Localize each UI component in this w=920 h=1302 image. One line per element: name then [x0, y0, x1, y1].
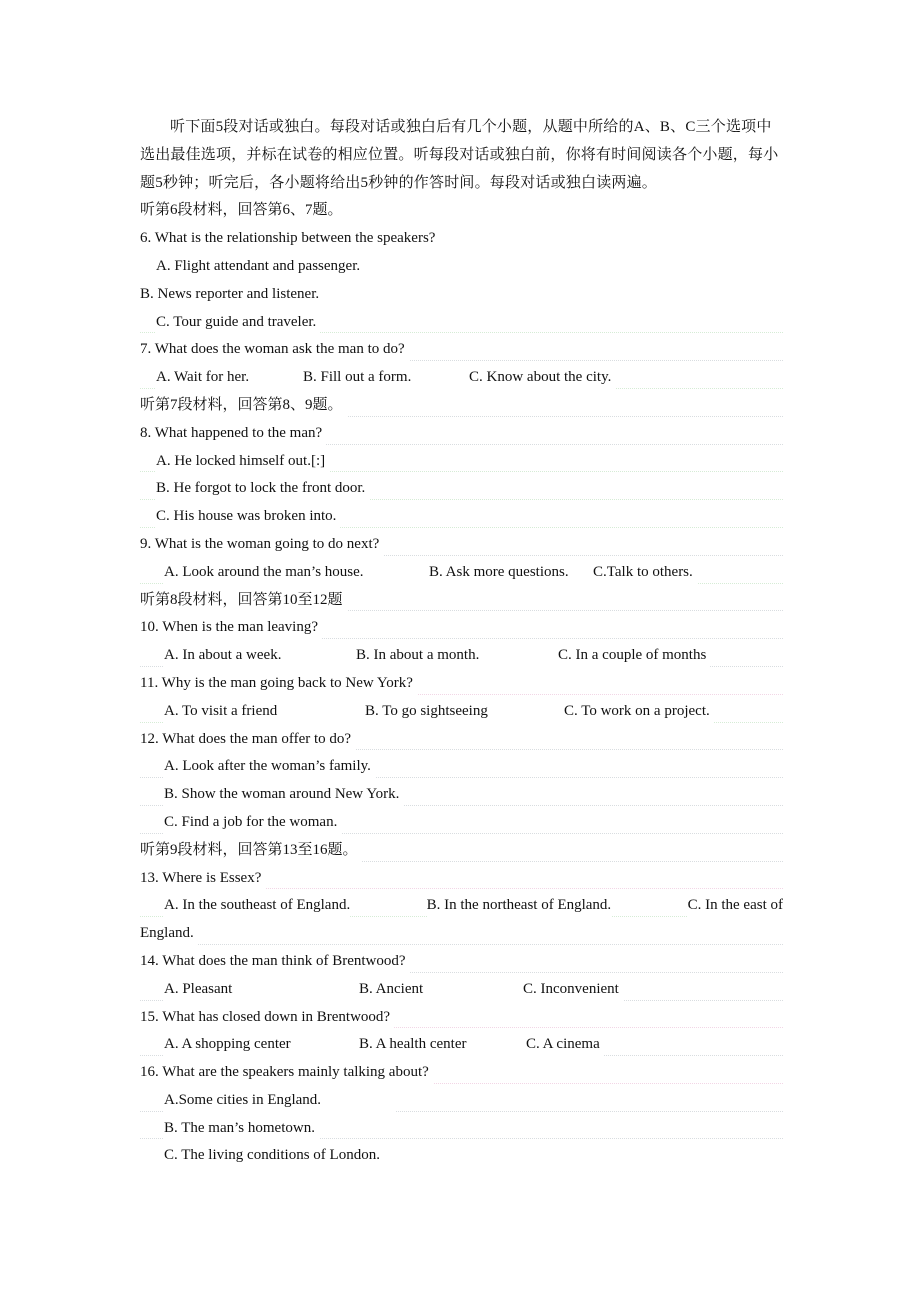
q11-option-b: B. To go sightseeing	[365, 698, 564, 726]
q9-option-c: C.Talk to others.	[593, 559, 697, 587]
q13-options	[140, 892, 783, 920]
question-14: 14. What does the man think of Brentwood?	[140, 948, 783, 976]
section-heading-6: 听第6段材料，回答第6、7题。	[140, 197, 783, 225]
q7-option-c: C. Know about the city.	[469, 364, 615, 392]
question-8: 8. What happened to the man?	[140, 420, 783, 448]
q10-option-a: A. In about a week.	[164, 642, 356, 670]
q7-option-a: A. Wait for her.	[156, 364, 303, 392]
q12-option-c: C. Find a job for the woman.	[140, 809, 783, 837]
question-16: 16. What are the speakers mainly talking about?	[140, 1059, 783, 1087]
question-10: 10. When is the man leaving?	[140, 614, 783, 642]
q14-option-a: A. Pleasant	[164, 976, 359, 1004]
q14-option-b: B. Ancient	[359, 976, 523, 1004]
q11-option-c: C. To work on a project.	[564, 698, 714, 726]
question-11: 11. Why is the man going back to New York?	[140, 670, 783, 698]
q7-options	[140, 364, 783, 392]
q13-option-c: C. In the east of	[688, 892, 783, 920]
q13-option-a: A. In the southeast of England.	[164, 892, 350, 920]
q16-option-c: C. The living conditions of London.	[140, 1142, 783, 1170]
q6-option-b: B. News reporter and listener.	[140, 281, 783, 309]
q16-option-b: B. The man’s hometown.	[140, 1115, 783, 1143]
q9-options	[140, 559, 783, 587]
q10-options	[140, 642, 783, 670]
q13-option-c-continuation: England.	[140, 920, 783, 948]
q6-option-c: C. Tour guide and traveler.	[140, 309, 783, 337]
q16-option-a: A.Some cities in England.	[140, 1087, 783, 1115]
q14-option-c: C. Inconvenient	[523, 976, 623, 1004]
section-heading-8: 听第8段材料，回答第10至12题	[140, 587, 783, 615]
q14-options	[140, 976, 783, 1004]
exam-page	[140, 114, 783, 1170]
question-6: 6. What is the relationship between the speakers?	[140, 225, 783, 253]
q12-option-a: A. Look after the woman’s family.	[140, 753, 783, 781]
q15-options	[140, 1031, 783, 1059]
question-12: 12. What does the man offer to do?	[140, 726, 783, 754]
question-7: 7. What does the woman ask the man to do?	[140, 336, 783, 364]
question-13: 13. Where is Essex?	[140, 865, 783, 893]
q6-option-a: A. Flight attendant and passenger.	[140, 253, 783, 281]
section-heading-7: 听第7段材料，回答第8、9题。	[140, 392, 783, 420]
instructions-paragraph: 听下面5段对话或独白。每段对话或独白后有几个小题，从题中所给的A、B、C三个选项中选出最佳选项，并标在试卷的相应位置。听每段对话或独白前，你将有时间阅读各个小题，每小题5秒钟；听完后，各小题将给出5秒钟的作答时间。每段对话或独白读两遍。	[140, 119, 779, 191]
q8-option-a: A. He locked himself out.[:]	[140, 448, 783, 476]
q7-option-b: B. Fill out a form.	[303, 364, 469, 392]
q9-option-b: B. Ask more questions.	[429, 559, 593, 587]
question-15: 15. What has closed down in Brentwood?	[140, 1004, 783, 1032]
q8-option-c: C. His house was broken into.	[140, 503, 783, 531]
q13-option-b: B. In the northeast of England.	[427, 892, 612, 920]
q15-option-a: A. A shopping center	[164, 1031, 359, 1059]
q15-option-b: B. A health center	[359, 1031, 526, 1059]
q9-option-a: A. Look around the man’s house.	[164, 559, 429, 587]
q12-option-b: B. Show the woman around New York.	[140, 781, 783, 809]
q8-option-b: B. He forgot to lock the front door.	[140, 475, 783, 503]
q11-options	[140, 698, 783, 726]
q10-option-c: C. In a couple of months	[558, 642, 710, 670]
q10-option-b: B. In about a month.	[356, 642, 558, 670]
question-9: 9. What is the woman going to do next?	[140, 531, 783, 559]
q15-option-c: C. A cinema	[526, 1031, 604, 1059]
section-heading-9: 听第9段材料，回答第13至16题。	[140, 837, 783, 865]
q11-option-a: A. To visit a friend	[164, 698, 365, 726]
